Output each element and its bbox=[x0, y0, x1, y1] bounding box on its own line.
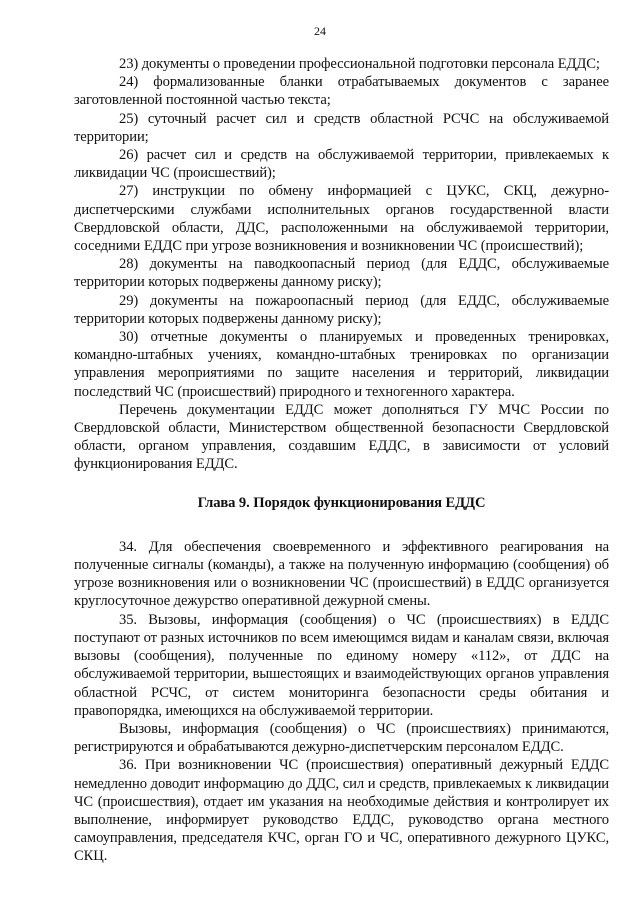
section-36: 36. При возникновении ЧС (происшествия) оперативный дежурный ЕДДС немедленно доводит информацию до ДДС, сил и средств, привлекаемых к ликвидации ЧС (происшествия), отдает им указания на необходимые действия и контролирует их выполнение, информирует руководство ЕДДС, руководство органа местного самоуправления, председателя КЧС, орган ГО и ЧС, оперативного дежурного ЦУКС, СКЦ. bbox=[74, 757, 609, 865]
section-35: 35. Вызовы, информация (сообщения) о ЧС (происшествиях) в ЕДДС поступают от разных источников по всем имеющимся видам и каналам связи, включая вызовы (сообщения), полученные по единому номеру «112», от ДДС на обслуживаемой территории, вышестоящих и взаимодействующих органов управления областной РСЧС, от систем мониторинга безопасности среды обитания и правопорядка, имеющихся на обслуживаемой территории. bbox=[74, 611, 609, 719]
document-body bbox=[74, 55, 609, 866]
list-item-26: 26) расчет сил и средств на обслуживаемой территории, привлекаемых к ликвидации ЧС (происшествий); bbox=[74, 147, 609, 182]
chapter-title: Глава 9. Порядок функционирования ЕДДС bbox=[197, 494, 486, 511]
list-item-29: 29) документы на пожароопасный период (для ЕДДС, обслуживаемые территории которых подвержены данному риску); bbox=[74, 292, 609, 327]
list-item-27: 27) инструкции по обмену информацией с ЦУКС, СКЦ, дежурно-диспетчерскими службами исполнительных органов государственной власти Свердловской области, ДДС, расположенными на обслуживаемой территории, соседними ЕДДС при угрозе возникновения и возникновении ЧС (происшествий); bbox=[74, 183, 609, 255]
list-item-28: 28) документы на паводкоопасный период (для ЕДДС, обслуживаемые территории которых подвержены данному риску); bbox=[74, 256, 609, 291]
section-35-continued: Вызовы, информация (сообщения) о ЧС (происшествиях) принимаются, регистрируются и обрабатываются дежурно-диспетчерским персоналом ЕДДС. bbox=[74, 720, 609, 756]
page-number: 24 bbox=[314, 24, 326, 38]
list-item-23: 23) документы о проведении профессиональной подготовки персонала ЕДДС; bbox=[119, 56, 600, 72]
list-item-30: 30) отчетные документы о планируемых и проведенных тренировках, командно-штабных учениях, командно-штабных тренировках по организации управления мероприятиями по защите населения и территорий, ликвидации последствий ЧС (происшествий) природного и техногенного характера. bbox=[74, 329, 609, 400]
section-34: 34. Для обеспечения своевременного и эффективного реагирования на полученные сигналы (команды), а также на полученную информацию (сообщения) об угрозе возникновения или о возникновении ЧС (происшествий) в ЕДДС организуется круглосуточное дежурство оперативной дежурной смены. bbox=[74, 538, 609, 610]
closing-paragraph: Перечень документации ЕДДС может дополняться ГУ МЧС России по Свердловской области, Министерством общественной безопасности Свердловской области, органом управления, создавшим ЕДДС, в зависимости от условий функционирования ЕДДС. bbox=[74, 401, 609, 473]
list-item-24: 24) формализованные бланки отрабатываемых документов с заранее заготовленной постоянной частью текста; bbox=[74, 74, 609, 109]
list-item-25: 25) суточный расчет сил и средств областной РСЧС на обслуживаемой территории; bbox=[74, 110, 609, 145]
